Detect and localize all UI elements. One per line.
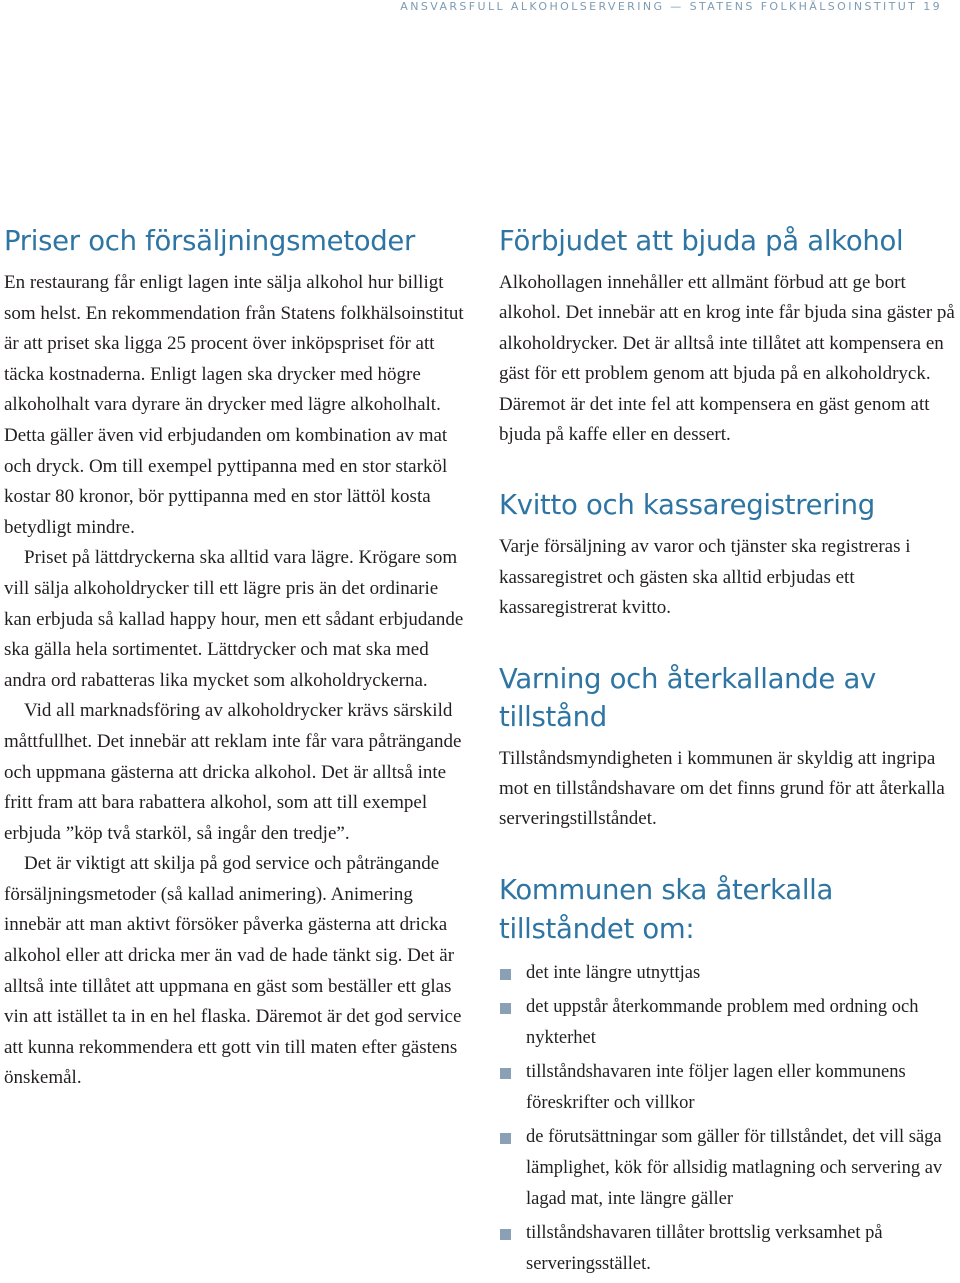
section-heading-priser: Priser och försäljningsmetoder (4, 225, 416, 257)
list-item-text: det inte längre utnyttjas (526, 962, 701, 983)
list-item (499, 958, 957, 989)
bullet-list (499, 958, 957, 1280)
list-item-text: det uppstår återkommande problem med ordning och nykterhet (526, 996, 919, 1048)
list-item-text: de förutsättningar som gäller för tillståndet, det vill säga lämplighet, kök för allsidig matlagning och servering av lagad mat, inte längre gäller (526, 1126, 943, 1209)
list-item (499, 1057, 957, 1119)
list-item-text: tillståndshavaren tillåter brottslig verksamhet på serveringsstället. (526, 1222, 883, 1274)
left-column (4, 222, 466, 1094)
right-column (499, 222, 957, 1283)
running-header: ANSVARSFULL ALKOHOLSERVERING — STATENS FOLKHÄLSOINSTITUT 19 (400, 0, 942, 13)
paragraph: Det är viktigt att skilja på god service och påträngande försäljningsmetoder (så kallad animering). Animering innebär att man aktivt försöker påverka gästerna att dricka alkohol eller att dricka mer än vad de hade tänkt sig. Det är alltså inte tillåtet att uppmana en gäst som beställer ett glas vin att istället ta in en hel flaska. Däremot är det god service att kunna rekommendera ett gott vin till maten efter gästens önskemål. (4, 853, 462, 1089)
square-bullet-icon (500, 1003, 511, 1014)
square-bullet-icon (500, 1133, 511, 1144)
section-heading-kvitto: Kvitto och kassaregistrering (499, 489, 875, 522)
square-bullet-icon (500, 1068, 511, 1079)
paragraph: Alkohollagen innehåller ett allmänt förbud att ge bort alkohol. Det innebär att en krog inte får bjuda sina gäster på alkoholdrycker. Det är alltså inte tillåtet att kompensera en gäst för ett problem genom att bjuda på en alkoholdryck. Däremot är det inte fel att kompensera en gäst genom att bjuda på kaffe eller en dessert. (499, 272, 955, 446)
section-heading-varning: Varning och återkallande av tillstånd (499, 662, 877, 733)
list-item (499, 1218, 957, 1280)
section-heading-forbjudet: Förbjudet att bjuda på alkohol (499, 225, 904, 257)
list-item-text: tillståndshavaren inte följer lagen eller kommunens föreskrifter och villkor (526, 1061, 906, 1113)
list-item (499, 1122, 957, 1215)
square-bullet-icon (500, 1229, 511, 1240)
paragraph: Vid all marknadsföring av alkoholdrycker krävs särskild måttfullhet. Det innebär att reklam inte får vara påträngande och uppmana gästerna att dricka alkohol. Det är alltså inte fritt fram att bara rabattera alkohol, som att till exempel erbjuda ”köp två starköl, så ingår den tredje”. (4, 700, 462, 844)
square-bullet-icon (500, 969, 511, 980)
paragraph: Tillståndsmyndigheten i kommunen är skyldig att ingripa mot en tillståndshavare om det finns grund för att återkalla serveringstillståndet. (499, 747, 945, 830)
paragraph: En restaurang får enligt lagen inte sälja alkohol hur billigt som helst. En rekommendation från Statens folkhälsoinstitut är att priset ska ligga 25 procent över inköpspriset för att täcka kostnaderna. Enligt lagen ska drycker med högre alkoholhalt vara dyrare än drycker med lägre alkoholhalt. Detta gäller även vid erbjudanden om kombination av mat och dryck. Om till exempel pyttipanna med en stor starköl kostar 80 kronor, bör pyttipanna med en stor lättöl kosta betydligt mindre. (4, 272, 464, 538)
paragraph: Priset på lättdryckerna ska alltid vara lägre. Krögare som vill sälja alkoholdrycker till ett lägre pris än det ordinarie kan erbjuda så kallad happy hour, men ett sådant erbjudande ska gälla hela sortimentet. Lättdrycker och mat ska med andra ord rabatteras lika mycket som alkoholdryckerna. (4, 547, 464, 691)
list-item (499, 992, 957, 1054)
paragraph: Varje försäljning av varor och tjänster ska registreras i kassaregistret och gästen ska alltid erbjudas ett kassaregistrerat kvitto. (499, 536, 911, 619)
section-heading-kommunen: Kommunen ska återkalla tillståndet om: (499, 873, 834, 945)
